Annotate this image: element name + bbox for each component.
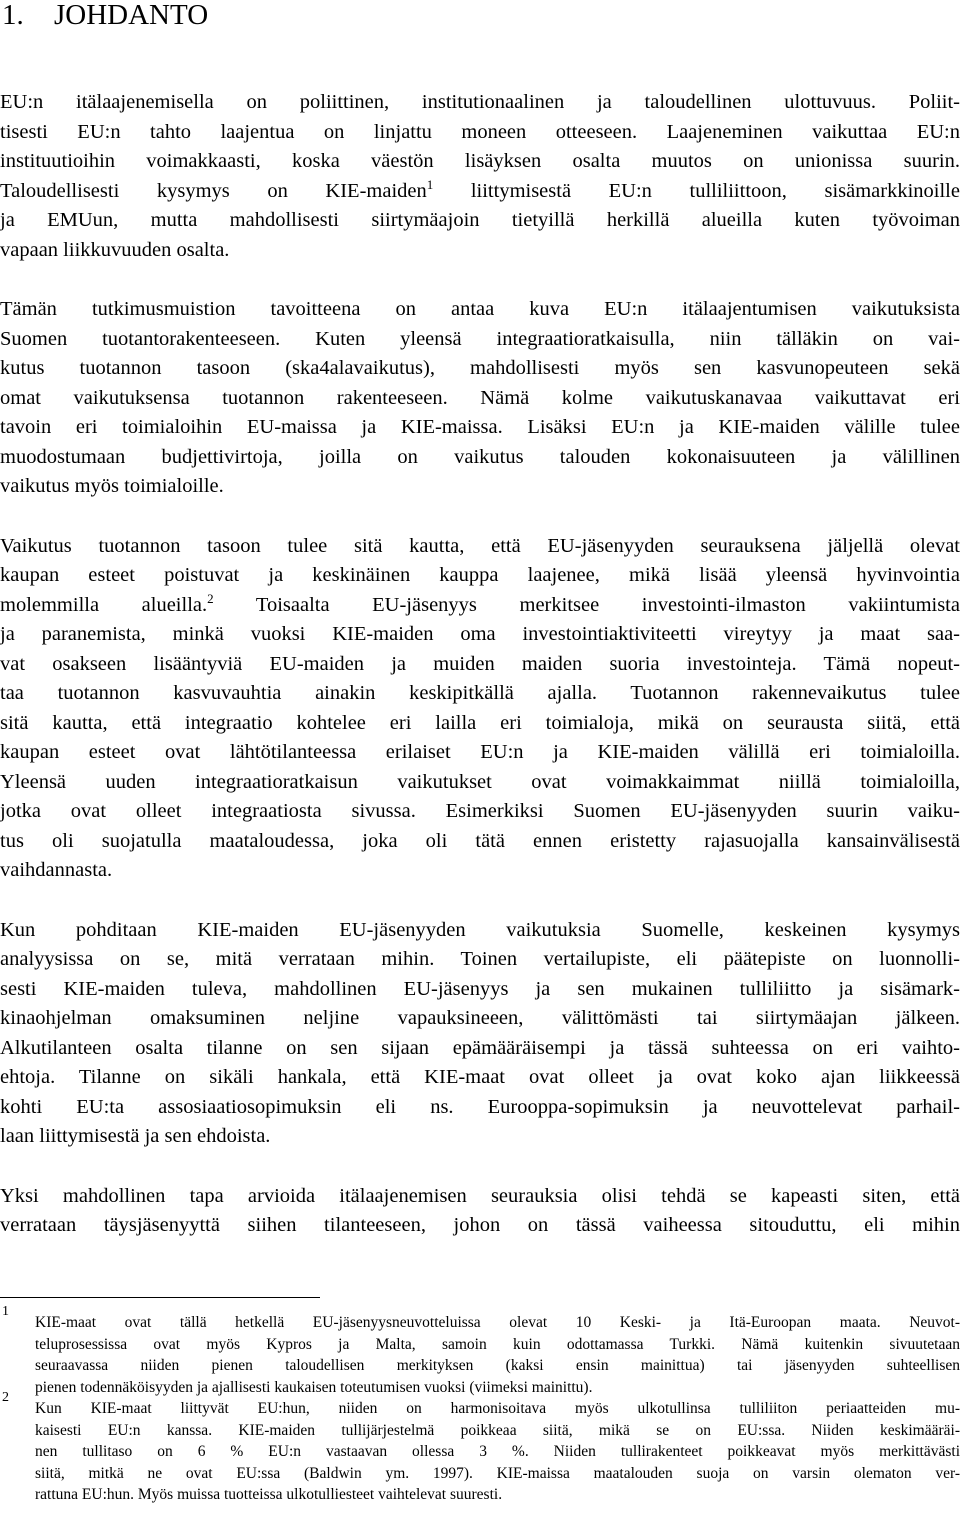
footnote-reference: 2: [207, 590, 214, 606]
text-line: kaupan esteet ovat lähtötilanteessa erilaiset EU:n ja KIE-maiden välillä eri toimialoilla.: [0, 741, 960, 763]
text-line: kinaohjelman omaksuminen neljine vapauksineeen, välittömästi tai siirtymäajan jälkeen.: [0, 1007, 960, 1029]
text-line: taa tuotannon kasvuvauhtia ainakin keskipitkällä ajalla. Tuotannon rakennevaikutus tulee: [0, 682, 960, 704]
footnote-reference: 1: [426, 176, 434, 192]
text-line: Alkutilanteen osalta tilanne on sen sijaan epämääräisempi ja tässä suhteessa on eri vaihto-: [0, 1036, 960, 1059]
paragraph: [0, 532, 960, 886]
text-line: sitä kautta, että integraatio kohtelee eri lailla eri toimialoja, mikä on seurausta siitä, että: [0, 711, 960, 734]
footnotes: [0, 1304, 960, 1506]
text-line: kaupan esteet poistuvat ja keskinäinen kauppa laajenee, mikä lisää yleensä hyvinvointia: [0, 564, 960, 586]
text-line: Yleensä uuden integraatioratkaisun vaikutukset ovat voimakkaimmat niillä toimialoilla,: [0, 770, 960, 793]
footnote-number: 2: [2, 1390, 9, 1405]
footnote-line: teluprosessissa ovat myös Kypros ja Malta, samoin kuin odottamassa Turkki. Nämä kuitenkin sivuutetaan: [35, 1335, 960, 1353]
footnote-line: rattuna EU:hun. Myös muissa tuotteissa ulkotulliesteet vaihtelevat suuresti.: [35, 1486, 503, 1503]
paragraph: [0, 88, 960, 265]
text-line: verrataan täysjäsenyyttä siihen tilanteeseen, johon on tässä vaiheessa sitouduttu, eli mihin: [0, 1214, 960, 1236]
section-number: 1.: [2, 0, 24, 31]
text-line: Tämän tutkimusmuistion tavoitteena on antaa kuva EU:n itälaajentumisen vaikutuksista: [0, 298, 960, 320]
text-line: ehtoja. Tilanne on sikäli hankala, että KIE-maat ovat olleet ja ovat koko ajan liikkeessä: [0, 1066, 960, 1088]
footnote-line: Kun KIE-maat liittyvät EU:hun, niiden on harmonisoitava myös ulkotullinsa tulliliiton periaatteiden mu-: [35, 1400, 960, 1417]
text-line: vapaan liikkuvuuden osalta.: [0, 238, 230, 261]
text-line: ja paranemista, minkä vuoksi KIE-maiden oma investointiaktiviteetti vireytyy ja maat saa-: [0, 623, 960, 645]
footnote-number: 1: [2, 1304, 9, 1319]
text-line: Suomen tuotantorakenteeseen. Kuten yleensä integraatioratkaisulla, niin tälläkin on vai-: [0, 327, 960, 350]
paragraph: [0, 295, 960, 502]
text-line: tisesti EU:n tahto laajentua on linjattu moneen otteeseen. Laajeneminen vaikuttaa EU:n: [0, 120, 960, 143]
footnote-line: KIE-maat ovat tällä hetkellä EU-jäsenyysneuvotteluissa olevat 10 Keski- ja Itä-Euroopan maata. Neuvot-: [35, 1314, 960, 1331]
body-text: [0, 88, 960, 1271]
footnote-line: pienen todennäköisyyden ja ajallisesti kaukaisen toteutumisen vuoksi (viimeksi mainittu).: [35, 1378, 593, 1396]
footnote-separator: [0, 1297, 320, 1298]
text-line: analyysissa on se, mitä verrataan mihin. Toinen vertailupiste, eli päätepiste on luonnolli-: [0, 948, 960, 970]
text-line: Taloudellisesti kysymys on KIE-maiden$^1$ liittymisestä EU:n tulliliittoon, sisämarkkinoille: [0, 176, 960, 202]
text-line: molemmilla alueilla.$^2$ Toisaalta EU-jäsenyys merkitsee investointi-ilmaston vakiintumista: [0, 590, 960, 616]
text-line: Kun pohditaan KIE-maiden EU-jäsenyyden vaikutuksia Suomelle, keskeinen kysymys: [0, 918, 960, 941]
text-line: omat vaikutuksensa tuotannon rakenteeseen. Nämä kolme vaikutuskanavaa vaikuttavat eri: [0, 386, 960, 409]
section-heading: [0, 0, 208, 30]
text-line: Vaikutus tuotannon tasoon tulee sitä kautta, että EU-jäsenyyden seurauksena jäljellä olevat: [0, 534, 960, 557]
text-line: vat osakseen lisääntyviä EU-maiden ja muiden maiden suoria investointeja. Tämä nopeut-: [0, 652, 960, 675]
text-line: vaikutus myös toimialoille.: [0, 475, 224, 497]
text-line: laan liittymisestä ja sen ehdoista.: [0, 1125, 271, 1147]
paragraph: [0, 916, 960, 1152]
footnote-line: kaisesti EU:n kanssa. KIE-maiden tullijärjestelmä poikkeaa siitä, mikä se on EU:ssa. Niiden keskimääräi-: [35, 1421, 960, 1439]
text-line: sesti KIE-maiden tuleva, mahdollinen EU-jäsenyys ja sen mukainen tulliliitto ja sisämark-: [0, 977, 960, 1000]
text-line: muodostumaan budjettivirtoja, joilla on vaikutus talouden kokonaisuuteen ja välillinen: [0, 445, 960, 468]
text-line: Yksi mahdollinen tapa arvioida itälaajenemisen seurauksia olisi tehdä se kapeasti siten, että: [0, 1184, 960, 1207]
footnote: [0, 1390, 960, 1506]
text-line: kohti EU:ta assosiaatiosopimuksin eli ns. Eurooppa-sopimuksin ja neuvottelevat parhail-: [0, 1095, 960, 1118]
text-line: jotka ovat olleet integraatiosta sivussa. Esimerkiksi Suomen EU-jäsenyyden suurin vaiku-: [0, 800, 960, 822]
text-line: tus oli suojatulla maataloudessa, joka oli tätä ennen eristetty rajasuojalla kansainvälisestä: [0, 829, 960, 852]
paragraph: [0, 1182, 960, 1241]
text-line: instituutioihin voimakkaasti, koska väestön lisäyksen osalta muutos on unionissa suurin.: [0, 150, 960, 172]
text-line: vaihdannasta.: [0, 859, 113, 881]
section-title: JOHDANTO: [54, 0, 209, 31]
footnote-line: siitä, mitkä ne ovat EU:ssa (Baldwin ym. 1997). KIE-maissa maatalouden suoja on varsin olematon ver-: [35, 1464, 960, 1482]
text-line: EU:n itälaajenemisella on poliittinen, institutionaalinen ja taloudellinen ulottuvuus. Poliit-: [0, 91, 960, 113]
footnote: [0, 1304, 960, 1398]
footnote-line: nen tullitaso on 6 % EU:n vastaavan ollessa 3 %. Niiden tullirakenteet poikkeavat myös merkittävästi: [35, 1443, 960, 1460]
text-line: tavoin eri toimialoihin EU-maissa ja KIE-maissa. Lisäksi EU:n ja KIE-maiden välille tulee: [0, 416, 960, 438]
text-line: kutus tuotannon tasoon (ska4alavaikutus), mahdollisesti myös sen kasvunopeuteen sekä: [0, 357, 960, 379]
text-line: ja EMUun, mutta mahdollisesti siirtymäajoin tietyillä herkillä alueilla kuten työvoiman: [0, 209, 960, 231]
footnote-line: seuraavassa niiden pienen taloudellisen merkityksen (kaksi ensin mainittua) tai jäsenyyden suhteellisen: [35, 1357, 960, 1374]
